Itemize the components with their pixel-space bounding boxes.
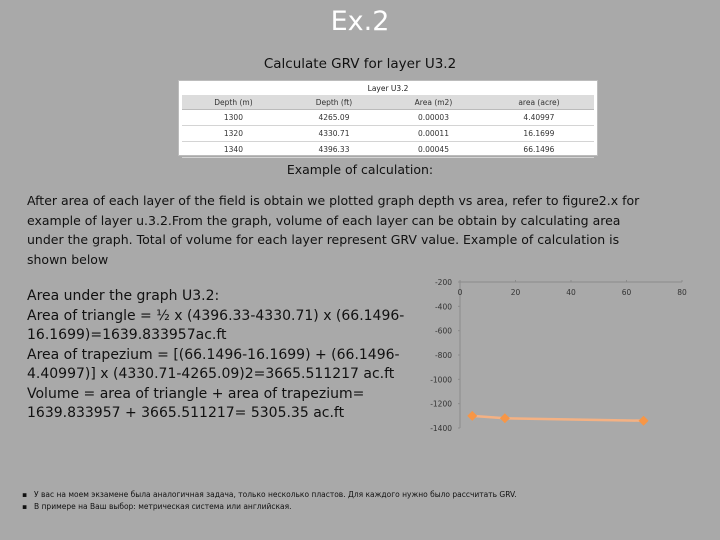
x-tick-label: 20 <box>510 288 521 297</box>
y-tick-label: -1400 <box>430 424 452 433</box>
calc-line: Area of trapezium = [(66.1496-16.1699) + (66.1496- <box>27 346 400 363</box>
slide-title: Ex.2 <box>330 6 390 37</box>
calc-line: Area of triangle = ½ x (4396.33-4330.71) x (66.1496- <box>27 307 405 324</box>
table-cell: 4265.09 <box>285 110 383 126</box>
intro-line: example of layer u.3.2.From the graph, volume of each layer can be obtain by calculating area <box>27 212 621 228</box>
calc-line: 1639.833957 + 3665.511217= 5305.35 ac.ft <box>27 405 345 421</box>
example-heading: Example of calculation: <box>286 162 434 177</box>
table-row <box>182 110 594 126</box>
table-cell: 16.1699 <box>484 126 594 142</box>
table-cell: 4.40997 <box>484 110 594 126</box>
table-cell: 1340 <box>182 142 285 158</box>
calc-line: 16.1699)=1639.833957ac.ft <box>27 327 227 343</box>
y-tick-label: -1000 <box>430 375 452 385</box>
x-tick-label: 60 <box>621 288 632 297</box>
intro-line: under the graph. Total of volume for each layer represent GRV value. Example of calculation is <box>27 232 620 247</box>
y-tick-label: -200 <box>434 278 452 287</box>
intro-paragraph <box>27 191 697 269</box>
y-tick-label: -400 <box>434 302 452 312</box>
table-cell: 1300 <box>182 110 285 126</box>
header-depth-ft: Depth (ft) <box>285 95 383 110</box>
table-cell: 1320 <box>182 126 285 142</box>
x-tick-label: 80 <box>677 288 687 297</box>
table-header-row <box>182 95 594 110</box>
bullet-icon: ▪ <box>22 490 28 499</box>
y-tick-label: -1200 <box>430 399 452 409</box>
footnote-item <box>22 489 702 501</box>
data-point-marker <box>639 416 649 426</box>
calculation-block <box>27 287 422 424</box>
header-area-acre: area (acre) <box>484 95 594 110</box>
header-depth-m: Depth (m) <box>182 95 285 110</box>
layer-table-image <box>178 80 598 156</box>
intro-line: After area of each layer of the field is obtain we plotted graph depth vs area, refer to figure2.x for <box>27 193 640 208</box>
table-cell: 66.1496 <box>484 142 594 158</box>
footnote-text: В примере на Ваш выбор: метрическая система или английская. <box>34 502 292 511</box>
table-cell: 4330.71 <box>285 126 383 142</box>
bullet-icon: ▪ <box>22 502 28 511</box>
footnote-item <box>22 501 702 513</box>
table-cell: 0.00011 <box>383 126 484 142</box>
layer-table <box>182 95 594 158</box>
header-area-m2: Area (m2) <box>383 95 484 110</box>
x-tick-label: 0 <box>457 288 463 297</box>
table-row <box>182 126 594 142</box>
calc-line: 4.40997)] x (4330.71-4265.09)2=3665.511217 ac.ft <box>27 366 395 382</box>
slide-subtitle: Calculate GRV for layer U3.2 <box>263 56 457 72</box>
series-line <box>472 416 643 421</box>
table-cell: 4396.33 <box>285 142 383 158</box>
y-tick-label: -800 <box>434 351 452 360</box>
footnote-text: У вас на моем экзамене была аналогичная задача, только несколько пластов. Для каждого нужно было рассчитать GRV. <box>34 490 517 499</box>
calc-line: Volume = area of triangle + area of trapezium= <box>27 385 365 402</box>
table-cell: 0.00045 <box>383 142 484 158</box>
table-caption: Layer U3.2 <box>367 84 409 93</box>
x-tick-label: 40 <box>566 288 576 297</box>
footnotes <box>22 489 702 513</box>
intro-line: shown below <box>27 251 109 267</box>
data-point-marker <box>467 411 477 421</box>
calc-line: Area under the graph U3.2: <box>27 288 220 304</box>
table-row <box>182 142 594 158</box>
data-point-marker <box>500 413 510 423</box>
table-cell: 0.00003 <box>383 110 484 126</box>
y-tick-label: -600 <box>434 326 452 336</box>
depth-vs-area-chart <box>410 270 710 440</box>
